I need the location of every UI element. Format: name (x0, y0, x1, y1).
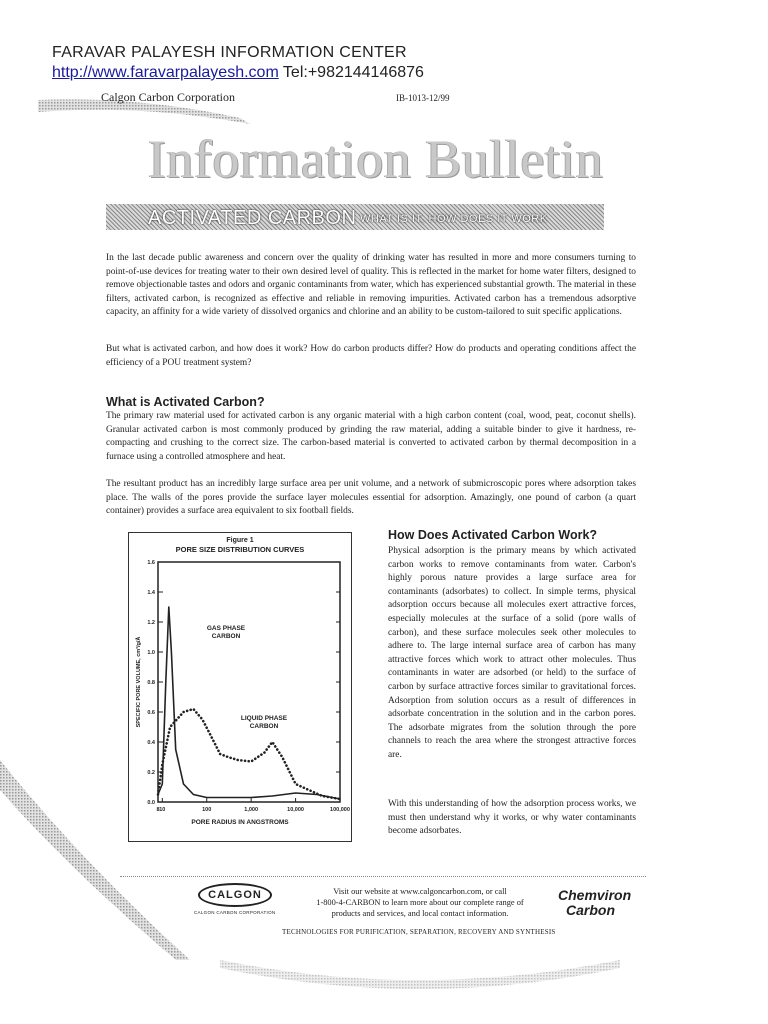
org-name: FARAVAR PALAYESH INFORMATION CENTER (52, 44, 407, 61)
banner-subtitle: WHAT IS IT, HOW DOES IT WORK (360, 213, 548, 225)
pore-size-chart (128, 532, 352, 842)
figure-label: Figure 1 (226, 537, 254, 544)
chemviron-logo-line1: Chemviron (558, 887, 632, 903)
intro-question-paragraph: But what is activated carbon, and how does it work? How do carbon products differ? How do products and operating conditions affect the efficiency of a POU treatment system? (106, 344, 636, 368)
footer-divider (120, 876, 646, 877)
y-tick-label: 1.0 (147, 650, 155, 656)
how-paragraph: Physical adsorption is the primary means by which activated carbon works to remove contaminants from water. Carbon's highly porous nature provides a large surface area for contaminants (adsorbates) to collect. In simple terms, physical adsorption occurs because all molecules exert attractive forces, especially molecules at the surface of a solid (pore walls of carbon), and these surface molecules seek other molecules to adhere to. The large internal surface area of carbon has many attractive forces which work to attract other molecules. Thus contaminants in water are adsorbed (or held) to the surface of carbon by surface attractive forces similar to gravitational forces. Adsorption from solution occurs as a result of differences in adsorbate concentration in the solution and in the carbon pores. The adsorbate migrates from the solution through the pore channels to reach the area where the strongest attractive forces are. (388, 546, 636, 760)
footer-tagline: TECHNOLOGIES FOR PURIFICATION, SEPARATION, RECOVERY AND SYNTHESIS (282, 928, 556, 936)
chemviron-logo-line2: Carbon (566, 902, 615, 918)
page-title: Information Bulletin (148, 129, 604, 189)
y-tick-label: 1.2 (147, 620, 155, 626)
y-tick-label: 0.8 (147, 680, 155, 686)
website-link[interactable]: http://www.faravarpalayesh.com (52, 64, 279, 81)
logo-text: CALGON (208, 889, 262, 901)
y-tick-label: 0.0 (147, 800, 155, 806)
contact-line (52, 64, 424, 82)
what-paragraph: The primary raw material used for activated carbon is any organic material with a high carbon content (coal, wood, peat, coconut shells). Granular activated carbon is most commonly produced by grinding the raw material, adding a suitable binder to give it hardness, re-compacting and crushing to the correct size. The carbon-based material is converted to activated carbon by thermal decomposition in a furnace using a controlled atmosphere and heat. (106, 411, 636, 462)
x-axis-label: PORE RADIUS IN ANGSTROMS (191, 819, 289, 826)
section-heading-how: How Does Activated Carbon Work? (388, 528, 598, 542)
logo-subtitle: CALGON CARBON CORPORATION (194, 910, 276, 915)
what-paragraph: The resultant product has an incredibly large surface area per unit volume, and a network of submicroscopic pores where adsorption takes place. The walls of the pores provide the surface layer molecules essential for adsorption. Amazingly, one pound of carbon (a quart container) provides a surface area equivalent to six football fields. (106, 479, 636, 517)
company-name: Calgon Carbon Corporation (101, 90, 235, 104)
x-tick-label: 100,000 (330, 807, 350, 813)
section-heading-what: What is Activated Carbon? (106, 395, 265, 409)
series-line (158, 607, 340, 799)
plot-area (158, 562, 340, 802)
y-tick-label: 0.6 (147, 710, 155, 716)
y-tick-label: 1.4 (147, 590, 155, 596)
banner-title: ACTIVATED CARBON (148, 207, 357, 229)
document-number: IB-1013-12/99 (396, 93, 450, 103)
x-tick-label: 8 (156, 807, 160, 813)
footer-line: Visit our website at www.calgoncarbon.com, or call (333, 887, 507, 896)
x-tick-label: 100 (202, 807, 212, 813)
series-label: CARBON (211, 633, 241, 640)
x-tick-label: 10 (159, 807, 166, 813)
y-tick-label: 1.6 (147, 560, 155, 566)
footer-contact-text (290, 886, 550, 919)
series-label: CARBON (249, 723, 279, 730)
footer-line: 1-800-4-CARBON to learn more about our complete range of (316, 898, 524, 907)
phone-number: Tel:+982144146876 (282, 64, 424, 81)
footer-line: products and services, and local contact information. (331, 909, 509, 918)
how-paragraph: With this understanding of how the adsorption process works, we must then understand why it works, or why water contaminants become adsorbates. (388, 799, 636, 837)
series-label: LIQUID PHASE (240, 715, 288, 722)
series-label: GAS PHASE (206, 625, 246, 632)
chart-title: PORE SIZE DISTRIBUTION CURVES (175, 545, 305, 554)
x-tick-label: 10,000 (287, 807, 304, 813)
y-tick-label: 0.2 (147, 770, 155, 776)
intro-paragraph: In the last decade public awareness and concern over the quality of drinking water has resulted in more and more consumers turning to point-of-use devices for treating water to their own desired level of quality. This is reflected in the market for home water filters, designed to remove objectionable tastes and odors and organic contaminants from water, which has experienced substantial growth. The material in these filters, activated carbon, is recognized as effective and reliable in removing impurities. Activated carbon has a tremendous adsorptive capacity, an affinity for a wide variety of dissolved organics and chlorine and an ability to be custom-tailored to suit specific applications. (106, 253, 636, 318)
x-tick-label: 1,000 (244, 807, 259, 813)
y-axis-label: SPECIFIC PORE VOLUME, cm³/g/Å (136, 636, 142, 728)
calgon-logo (198, 883, 272, 907)
y-tick-label: 0.4 (147, 740, 155, 746)
